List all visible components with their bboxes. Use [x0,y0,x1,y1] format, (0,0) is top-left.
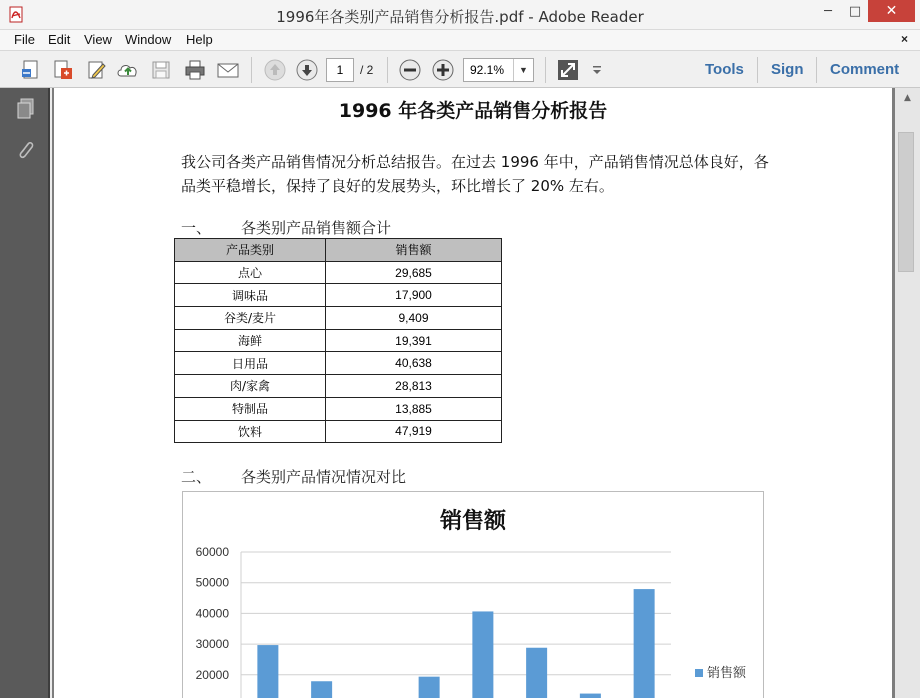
zoom-value: 92.1% [470,63,505,77]
save-icon[interactable] [148,57,174,83]
section-number: 一、 [181,219,212,237]
sales-chart [182,491,764,698]
zoom-select[interactable] [463,58,534,82]
category-cell: 海鲜 [175,329,326,352]
sales-table [174,238,502,443]
table-row [175,261,502,284]
y-tick-label: 20000 [195,667,229,682]
sales-cell: 47,919 [326,420,502,443]
vertical-scrollbar[interactable] [895,88,920,698]
toolbar [0,50,920,88]
tools-pane-button[interactable]: Tools [705,61,744,78]
sales-cell: 17,900 [326,284,502,307]
y-tick-label: 60000 [195,545,229,559]
section-title: 各类别产品销售额合计 [241,219,392,237]
menu-view[interactable]: View [84,32,112,47]
table-row [175,420,502,443]
category-cell: 肉/家禽 [175,375,326,398]
category-cell: 饮料 [175,420,326,443]
zoom-in-icon[interactable] [430,57,456,83]
y-tick-label: 50000 [195,575,229,590]
menu-bar [0,30,920,50]
column-header: 销售额 [326,239,502,262]
table-row [175,375,502,398]
section-heading-1 [181,217,391,238]
comment-pane-button[interactable]: Comment [830,61,900,78]
page-thumbnails-icon[interactable] [13,96,39,122]
maximize-button[interactable]: □ [848,3,862,19]
category-cell: 点心 [175,261,326,284]
category-cell: 特制品 [175,397,326,420]
minimize-button[interactable]: ─ [824,3,832,19]
bar-2 [311,681,332,698]
previous-page-icon[interactable] [262,57,288,83]
fit-page-icon[interactable] [555,57,581,83]
navigation-pane [0,88,50,698]
chart-canvas [183,492,765,698]
table-row [175,352,502,375]
menu-help[interactable]: Help [186,32,213,47]
intro-paragraph: 我公司各类产品销售情况分析总结报告。在过去 1996 年中，产品销售情况总体良好，各品类平稳增长，保持了良好的发展势头，环比增长了 20% 左右。 [181,153,769,195]
bar-8 [634,589,655,698]
attachments-icon[interactable] [13,138,39,164]
table-row [175,329,502,352]
document-viewport[interactable] [52,88,895,698]
bar-7 [580,694,601,698]
legend-label: 销售额 [707,666,747,681]
combine-files-icon[interactable] [50,57,76,83]
menu-window[interactable]: Window [125,32,172,47]
category-cell: 调味品 [175,284,326,307]
table-row [175,397,502,420]
table-row [175,307,502,330]
sign-pane-button[interactable]: Sign [771,61,804,78]
upload-cloud-icon[interactable] [115,57,141,83]
scrollbar-thumb[interactable] [898,132,914,272]
section-number: 二、 [181,468,212,486]
bar-6 [526,648,547,698]
scroll-up-icon[interactable]: ▲ [904,93,911,103]
sales-cell: 40,638 [326,352,502,375]
email-icon[interactable] [215,57,241,83]
menu-file[interactable]: File [14,32,35,47]
window-title: 1996年各类别产品销售分析报告.pdf - Adobe Reader [276,8,644,26]
chart-title: 销售额 [439,509,507,534]
print-icon[interactable] [182,57,208,83]
toolbar-options-icon[interactable] [586,57,608,83]
column-header: 产品类别 [175,239,326,262]
table-row [175,284,502,307]
y-tick-label: 30000 [195,637,229,652]
legend-swatch [695,669,703,677]
create-pdf-icon[interactable] [18,57,44,83]
page-number-input[interactable]: 1 [326,58,354,82]
sales-cell: 19,391 [326,329,502,352]
section-heading-2 [181,466,406,487]
close-button[interactable]: ✕ [868,0,915,22]
bar-5 [472,611,493,698]
bar-1 [257,645,278,698]
document-title: 1996 年各类产品销售分析报告 [338,100,608,122]
page-total: / 2 [360,63,374,77]
sales-cell: 29,685 [326,261,502,284]
close-document-button[interactable]: × [900,32,908,46]
zoom-out-icon[interactable] [397,57,423,83]
edit-pdf-icon[interactable] [84,57,110,83]
next-page-icon[interactable] [294,57,320,83]
section-title: 各类别产品情况情况对比 [241,468,407,486]
category-cell: 谷类/麦片 [175,307,326,330]
sales-cell: 28,813 [326,375,502,398]
bar-4 [419,677,440,698]
table-header-row [175,239,502,262]
pdf-page [54,88,892,698]
menu-edit[interactable]: Edit [48,32,71,47]
y-tick-label: 40000 [195,606,229,621]
chevron-down-icon[interactable]: ▼ [513,59,533,81]
sales-cell: 9,409 [326,307,502,330]
sales-cell: 13,885 [326,397,502,420]
category-cell: 日用品 [175,352,326,375]
title-bar [0,0,920,30]
